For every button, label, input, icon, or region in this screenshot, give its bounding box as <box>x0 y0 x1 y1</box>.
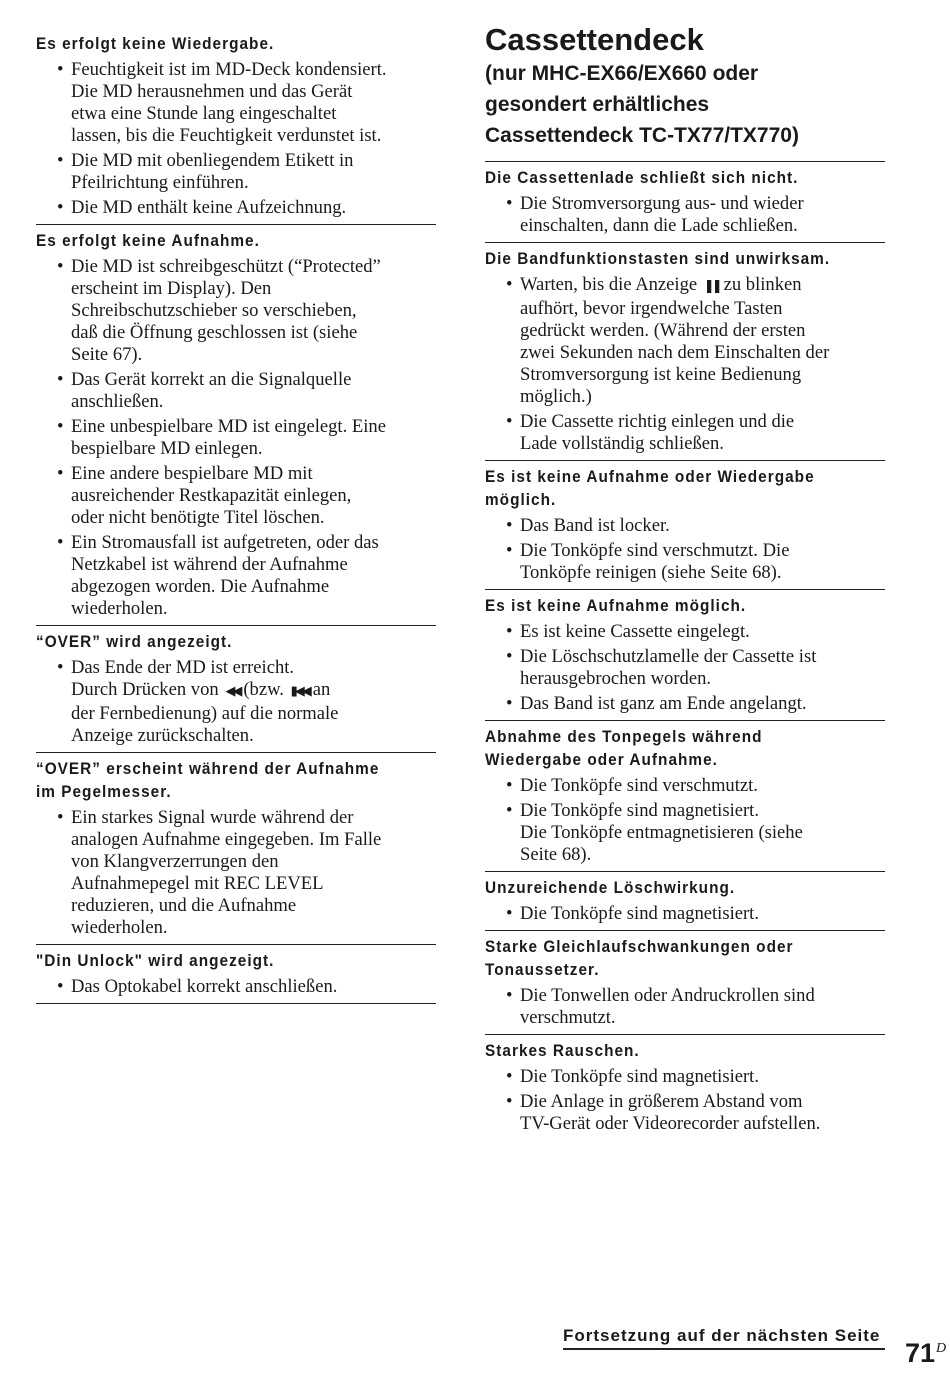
right-column <box>485 22 885 1140</box>
bullet-text-line: oder nicht benötigte Titel löschen. <box>71 507 325 528</box>
bullet-text: Durch Drücken von <box>71 679 224 700</box>
section-heading <box>36 758 408 804</box>
bullet-text-line: Die MD mit obenliegendem Etikett in <box>71 150 354 171</box>
bullet-marker: • <box>506 540 513 561</box>
bullet-marker: • <box>506 775 513 796</box>
bullet-item <box>485 515 885 537</box>
bullet-text-line: gedrückt werden. (Während der ersten <box>520 320 806 341</box>
bullet-item <box>485 193 885 237</box>
bullet-marker: • <box>57 59 64 80</box>
bullet-text-line: Schreibschutzschieber so verschieben, <box>71 300 357 321</box>
heading-line: Starke Gleichlaufschwankungen oder <box>485 938 794 956</box>
bullet-text-line: ausreichender Restkapazität einlegen, <box>71 485 352 506</box>
bullet-text-line: Netzkabel ist während der Aufnahme <box>71 554 348 575</box>
heading-line: Abnahme des Tonpegels während <box>485 728 763 746</box>
bullet-marker: • <box>57 532 64 553</box>
section-heading <box>36 950 408 973</box>
troubleshooting-section <box>485 930 885 1034</box>
bullet-marker: • <box>57 976 64 997</box>
bullet-text-line: zwei Sekunden nach dem Einschalten der <box>520 342 830 363</box>
bullet-text-line <box>520 274 885 298</box>
bullet-marker: • <box>57 463 64 484</box>
right-sections <box>485 161 885 1140</box>
subtitle-line: gesondert erhältliches <box>485 93 710 116</box>
bullet-item <box>36 150 436 194</box>
heading-line: Unzureichende Löschwirkung. <box>485 879 736 897</box>
bullet-text-line: Eine andere bespielbare MD mit <box>71 463 313 484</box>
page-number: 71 <box>905 1338 936 1368</box>
bullet-item <box>485 800 885 866</box>
bullet-item <box>485 274 885 408</box>
troubleshooting-section <box>36 224 436 625</box>
continued-note: Fortsetzung auf der nächsten Seite <box>563 1324 885 1350</box>
bullet-item <box>485 1066 885 1088</box>
bullet-text-line: bespielbare MD einlegen. <box>71 438 263 459</box>
section-heading <box>36 230 408 253</box>
bullet-item <box>485 985 885 1029</box>
heading-line: Die Bandfunktionstasten sind unwirksam. <box>485 250 831 268</box>
troubleshooting-section <box>485 589 885 720</box>
bullet-text-line: TV-Gerät oder Videorecorder aufstellen. <box>520 1113 821 1134</box>
heading-line: “OVER” erscheint während der Aufnahme <box>36 760 380 778</box>
bullet-text-line: lassen, bis die Feuchtigkeit verdunstet ist. <box>71 125 382 146</box>
heading-line: im Pegelmesser. <box>36 783 172 801</box>
bullet-marker: • <box>506 693 513 714</box>
bullet-text: (bzw. <box>243 679 289 700</box>
troubleshooting-section <box>36 33 436 224</box>
bullet-text-line: Die Tonköpfe sind verschmutzt. Die <box>520 540 790 561</box>
bullet-text-line: Lade vollständig schließen. <box>520 433 724 454</box>
page-suffix: D <box>936 1341 947 1356</box>
section-heading <box>485 595 857 618</box>
bullet-text-line: etwa eine Stunde lang eingeschaltet <box>71 103 337 124</box>
bullet-text-line: Feuchtigkeit ist im MD-Deck kondensiert. <box>71 59 387 80</box>
bullet-text-line <box>71 679 436 703</box>
bullet-text: Warten, bis die Anzeige <box>520 274 702 295</box>
bullet-text-line: Eine unbespielbare MD ist eingelegt. Eine <box>71 416 386 437</box>
heading-line: Es erfolgt keine Aufnahme. <box>36 232 260 250</box>
troubleshooting-section <box>485 871 885 930</box>
troubleshooting-section <box>36 752 436 944</box>
bullet-marker: • <box>506 1066 513 1087</box>
bullet-marker: • <box>57 256 64 277</box>
page-subtitle <box>485 58 885 151</box>
bullet-text-line: Aufnahmepegel mit REC LEVEL <box>71 873 324 894</box>
bullet-item <box>485 1091 885 1135</box>
section-heading <box>36 631 408 654</box>
section-heading <box>36 33 408 56</box>
rewind-icon: ◀◀ <box>225 684 240 699</box>
bullet-marker: • <box>506 411 513 432</box>
heading-line: Tonaussetzer. <box>485 961 600 979</box>
troubleshooting-section <box>485 161 885 242</box>
bullet-text-line: Die Löschschutzlamelle der Cassette ist <box>520 646 817 667</box>
bullet-marker: • <box>57 150 64 171</box>
bullet-marker: • <box>57 197 64 218</box>
section-heading <box>485 726 857 772</box>
bullet-marker: • <box>506 903 513 924</box>
bullet-text-line: Es ist keine Cassette eingelegt. <box>520 621 750 642</box>
subtitle-line: (nur MHC-EX66/EX660 oder <box>485 62 759 85</box>
bullet-text-line: Die MD ist schreibgeschützt (“Protected” <box>71 256 381 277</box>
bullet-text-line: Die Tonköpfe sind magnetisiert. <box>520 903 759 924</box>
bullet-marker: • <box>57 807 64 828</box>
bullet-text-line: Das Optokabel korrekt anschließen. <box>71 976 338 997</box>
bullet-item <box>36 59 436 147</box>
left-column <box>36 33 436 1004</box>
bullet-text: an <box>312 679 331 700</box>
heading-line: Es ist keine Aufnahme oder Wiedergabe <box>485 468 815 486</box>
section-heading <box>485 167 857 190</box>
skip-back-icon: ▮◀◀ <box>290 684 309 699</box>
bullet-text-line: Stromversorgung ist keine Bedienung <box>520 364 802 385</box>
bullet-item <box>36 369 436 413</box>
page-title: Cassettendeck <box>485 22 704 57</box>
bullet-text-line: von Klangverzerrungen den <box>71 851 279 872</box>
bullet-marker: • <box>506 274 513 295</box>
bullet-text-line: abgezogen worden. Die Aufnahme <box>71 576 330 597</box>
heading-line: “OVER” wird angezeigt. <box>36 633 233 651</box>
bullet-text-line: einschalten, dann die Lade schließen. <box>520 215 798 236</box>
pause-icon: ❚❚ <box>703 279 720 294</box>
bullet-text-line: Die Cassette richtig einlegen und die <box>520 411 795 432</box>
bullet-item <box>485 411 885 455</box>
heading-line: Es ist keine Aufnahme möglich. <box>485 597 747 615</box>
bullet-text-line: daß die Öffnung geschlossen ist (siehe <box>71 322 358 343</box>
bullet-text-line: Tonköpfe reinigen (siehe Seite 68). <box>520 562 782 583</box>
bullet-text-line: der Fernbedienung) auf die normale <box>71 703 339 724</box>
troubleshooting-section <box>485 720 885 871</box>
bullet-text-line: Das Ende der MD ist erreicht. <box>71 657 295 678</box>
bullet-text-line: herausgebrochen worden. <box>520 668 712 689</box>
bullet-marker: • <box>57 369 64 390</box>
bullet-item <box>36 256 436 366</box>
bullet-text-line: verschmutzt. <box>520 1007 616 1028</box>
bullet-text-line: aufhört, bevor irgendwelche Tasten <box>520 298 783 319</box>
troubleshooting-section <box>485 460 885 589</box>
bullet-text: zu blinken <box>723 274 802 295</box>
bullet-text-line: erscheint im Display). Den <box>71 278 272 299</box>
bullet-marker: • <box>506 515 513 536</box>
bullet-text-line: reduzieren, und die Aufnahme <box>71 895 297 916</box>
bullet-marker: • <box>506 621 513 642</box>
troubleshooting-section <box>36 944 436 1003</box>
bullet-item <box>36 197 436 219</box>
section-heading <box>485 1040 857 1063</box>
bullet-item <box>36 416 436 460</box>
bullet-item <box>485 540 885 584</box>
bullet-text-line: wiederholen. <box>71 598 168 619</box>
heading-line: Die Cassettenlade schließt sich nicht. <box>485 169 799 187</box>
bullet-text-line: Die Tonköpfe entmagnetisieren (siehe <box>520 822 803 843</box>
bullet-text-line: Die Tonköpfe sind verschmutzt. <box>520 775 758 796</box>
bullet-item <box>485 693 885 715</box>
bullet-text-line: Anzeige zurückschalten. <box>71 725 254 746</box>
bullet-item <box>36 532 436 620</box>
bullet-item <box>36 807 436 939</box>
heading-line: Es erfolgt keine Wiedergabe. <box>36 35 275 53</box>
bullet-marker: • <box>506 800 513 821</box>
heading-line: möglich. <box>485 491 557 509</box>
section-heading <box>485 466 857 512</box>
section-heading <box>485 248 857 271</box>
heading-line: "Din Unlock" wird angezeigt. <box>36 952 275 970</box>
bullet-item <box>485 775 885 797</box>
bullet-marker: • <box>506 1091 513 1112</box>
bullet-text-line: Die Anlage in größerem Abstand vom <box>520 1091 803 1112</box>
bullet-item <box>36 657 436 747</box>
bullet-text-line: Das Band ist locker. <box>520 515 670 536</box>
bullet-item <box>485 621 885 643</box>
bullet-item <box>36 463 436 529</box>
bullet-text-line: wiederholen. <box>71 917 168 938</box>
troubleshooting-section <box>485 1034 885 1140</box>
bullet-text-line: Ein starkes Signal wurde während der <box>71 807 354 828</box>
bullet-text-line: Pfeilrichtung einführen. <box>71 172 249 193</box>
bullet-text-line: Die MD herausnehmen und das Gerät <box>71 81 353 102</box>
bullet-text-line: analogen Aufnahme eingegeben. Im Falle <box>71 829 382 850</box>
section-heading <box>485 936 857 982</box>
bullet-marker: • <box>57 416 64 437</box>
bullet-text-line: Ein Stromausfall ist aufgetreten, oder das <box>71 532 379 553</box>
bullet-item <box>485 903 885 925</box>
bullet-text-line: Die Tonköpfe sind magnetisiert. <box>520 1066 759 1087</box>
bullet-text-line: Das Band ist ganz am Ende angelangt. <box>520 693 807 714</box>
bullet-text-line: möglich.) <box>520 386 592 407</box>
bullet-text-line: Seite 68). <box>520 844 592 865</box>
bullet-marker: • <box>57 657 64 678</box>
bullet-marker: • <box>506 193 513 214</box>
bullet-text-line: Seite 67). <box>71 344 143 365</box>
bullet-text-line: Die Tonköpfe sind magnetisiert. <box>520 800 759 821</box>
section-heading <box>485 877 857 900</box>
section-end-rule <box>36 1003 436 1004</box>
bullet-text-line: Die MD enthält keine Aufzeichnung. <box>71 197 347 218</box>
bullet-marker: • <box>506 646 513 667</box>
bullet-item <box>36 976 436 998</box>
bullet-text-line: Die Stromversorgung aus- und wieder <box>520 193 804 214</box>
heading-line: Starkes Rauschen. <box>485 1042 640 1060</box>
bullet-text-line: Das Gerät korrekt an die Signalquelle <box>71 369 352 390</box>
subtitle-line: Cassettendeck TC-TX77/TX770) <box>485 124 799 147</box>
bullet-text-line: Die Tonwellen oder Andruckrollen sind <box>520 985 815 1006</box>
bullet-text-line: anschließen. <box>71 391 164 412</box>
bullet-item <box>485 646 885 690</box>
heading-line: Wiedergabe oder Aufnahme. <box>485 751 718 769</box>
bullet-marker: • <box>506 985 513 1006</box>
troubleshooting-section <box>485 242 885 460</box>
troubleshooting-section <box>36 625 436 752</box>
